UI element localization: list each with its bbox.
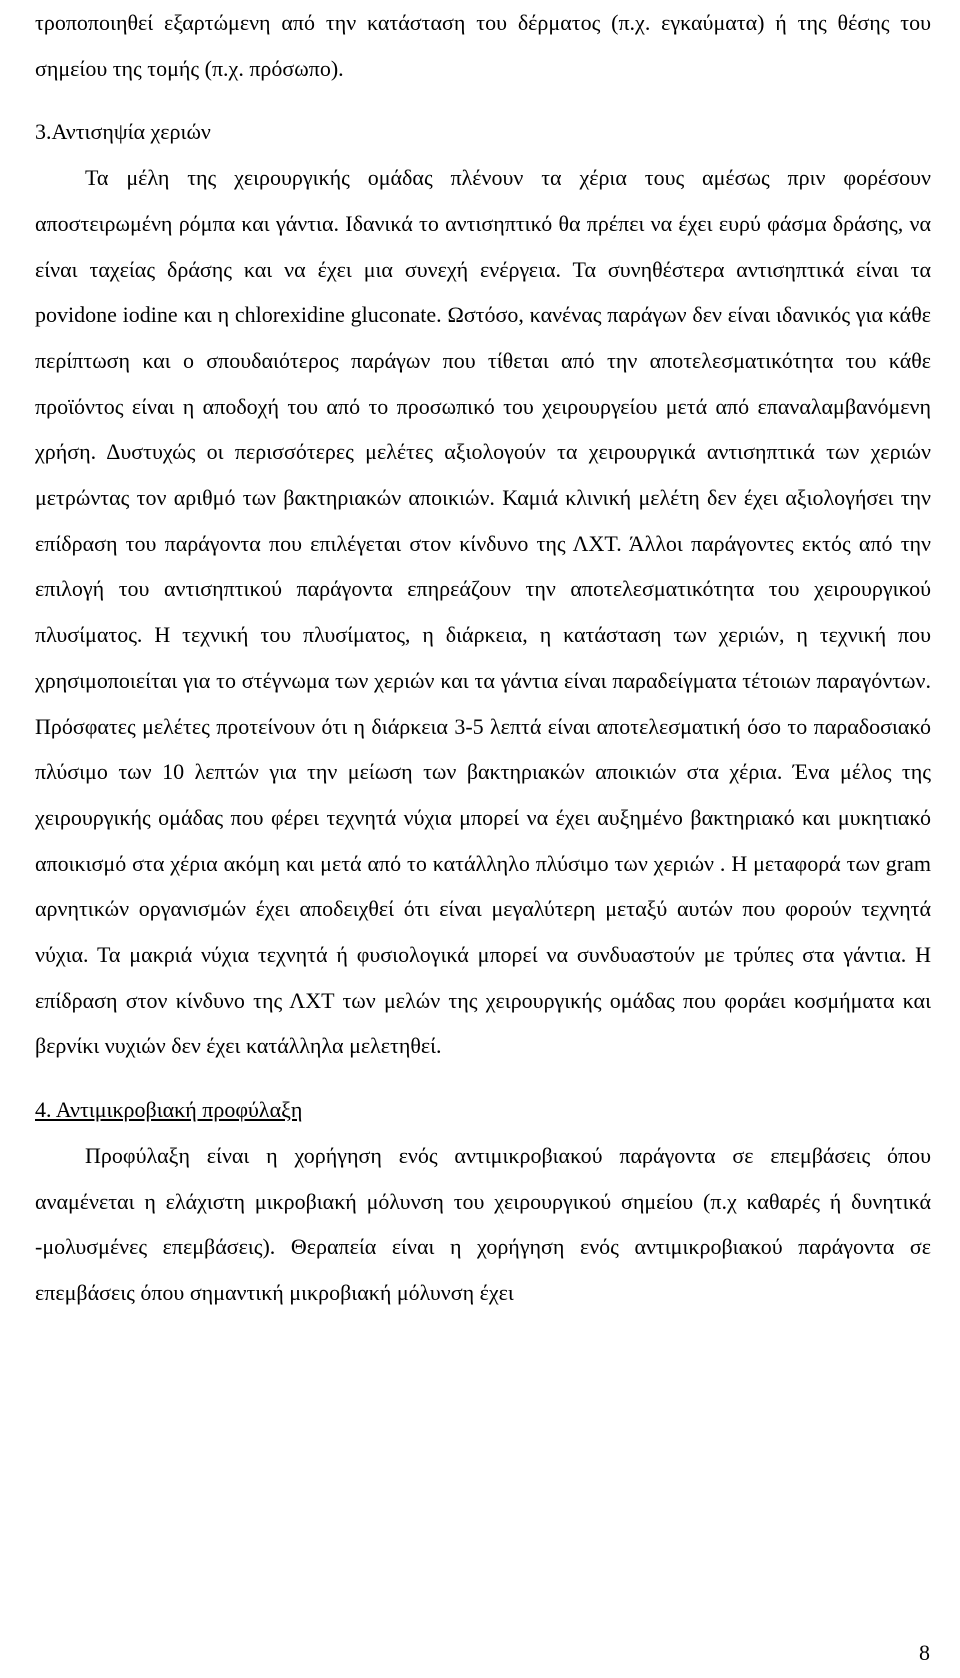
intro-paragraph: τροποποιηθεί εξαρτώμενη από την κατάσταση του δέρματος (π.χ. εγκαύματα) ή της θέσης του σημείου της τομής (π.χ. πρόσωπο). xyxy=(35,10,931,81)
section-4-paragraph: Προφύλαξη είναι η χορήγηση ενός αντιμικροβιακού παράγοντα σε επεμβάσεις όπου αναμένεται η ελάχιστη μικροβιακή μόλυνση του χειρουργικού σημείου (π.χ καθαρές ή δυνητικά -μολυσμένες επεμβάσεις). Θεραπεία είναι η χορήγηση ενός αντιμικροβιακού παράγοντα σε επεμβάσεις όπου σημαντική μικροβιακή μόλυνση έχει xyxy=(35,1142,931,1305)
page-number: 8 xyxy=(919,1640,930,1665)
section-4-heading: 4. Αντιμικροβιακή προφύλαξη xyxy=(35,1097,303,1123)
spacer xyxy=(35,91,931,109)
section-3-paragraph: Τα μέλη της χειρουργικής ομάδας πλένουν τα χέρια τους αμέσως πριν φορέσουν αποστειρωμένη ρόμπα και γάντια. Ιδανικά το αντισηπτικό θα πρέπει να έχει ευρύ φάσμα δράσης, να είναι ταχείας δράσης και να έχει μια συνεχή ενέργεια. Τα συνηθέστερα αντισηπτικά είναι τα povidone iodine και η chlorexidine gluconate. Ωστόσο, κανένας παράγων δεν είναι ιδανικός για κάθε περίπτωση και ο σπουδαιότερος παράγων που τίθεται από την αποτελεσματικότητα του κάθε προϊόντος είναι η αποδοχή του από το προσωπικό του χειρουργείου μετά από επαναλαμβανόμενη χρήση. Δυστυχώς οι περισσότερες μελέτες αξιολογούν τα χειρουργικά αντισηπτικά των χεριών μετρώντας τον αριθμό των βακτηριακών αποικιών. Καμιά κλινική μελέτη δεν έχει αξιολογήσει την επίδραση του παράγοντα που επιλέγεται στον κίνδυνο της ΛΧΤ. Άλλοι παράγοντες εκτός από την επιλογή του αντισηπτικού παράγοντα επηρεάζουν την αποτελεσματικότητα του χειρουργικού πλυσίματος. Η τεχνική του πλυσίματος, η διάρκεια, η κατάσταση των χεριών, η τεχνική που χρησιμοποιείται για το στέγνωμα των χεριών και τα γάντια είναι παραδείγματα τέτοιων παραγόντων. Πρόσφατες μελέτες προτείνουν ότι η διάρκεια 3-5 λεπτά είναι αποτελεσματική όσο το παραδοσιακό πλύσιμο των 10 λεπτών για την μείωση των βακτηριακών αποικιών στα χέρια. Ένα μέλος της χειρουργικής ομάδας που φέρει τεχνητά νύχια μπορεί να έχει αυξημένο βακτηριακό και μυκητιακό αποικισμό στα χέρια ακόμη και μετά από το κατάλληλο πλύσιμο των χεριών . Η μεταφορά των gram αρνητικών οργανισμών έχει αποδειχθεί ότι είναι μεγαλύτερη μεταξύ αυτών που φορούν τεχνητά νύχια. Τα μακριά νύχια τεχνητά ή φυσιολογικά μπορεί να συνδυαστούν με τρύπες στα γάντια. Η επίδραση στον κίνδυνο της ΛΧΤ των μελών της χειρουργικής ομάδας που φοράει κοσμήματα και βερνίκι νυχιών δεν έχει κατάλληλα μελετηθεί. xyxy=(35,165,931,1059)
section-3-heading: 3.Αντισηψία χεριών xyxy=(35,119,211,145)
spacer xyxy=(35,1069,931,1087)
page-content xyxy=(35,0,931,1316)
